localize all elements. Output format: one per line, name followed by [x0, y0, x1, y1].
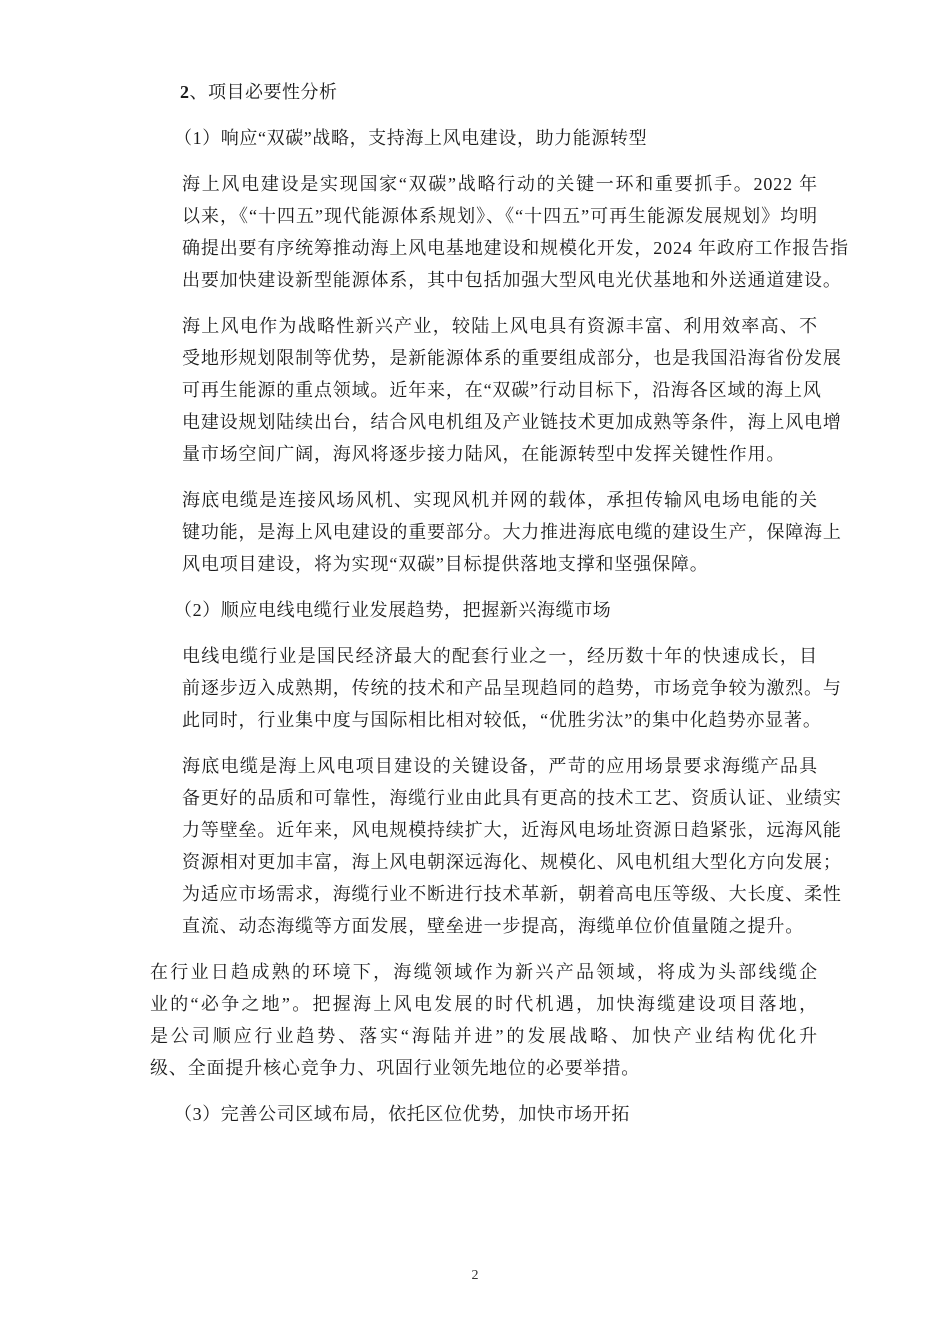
subsection-heading-2: （2）顺应电线电缆行业发展趋势，把握新兴海缆市场: [174, 600, 612, 620]
subsection-heading-1: （1）响应“双碳”战略，支持海上风电建设，助力能源转型: [174, 128, 648, 148]
paragraph: [150, 168, 849, 296]
document-page: [150, 76, 849, 1144]
text-line: 海上风电建设是实现国家“双碳”战略行动的关键一环和重要抓手。2022 年: [182, 174, 818, 194]
text-line: 业的“必争之地”。把握海上风电发展的时代机遇，加快海缆建设项目落地，: [150, 994, 818, 1014]
text-line: 量市场空间广阔，海风将逐步接力陆风，在能源转型中发挥关键性作用。: [182, 444, 786, 464]
text-line: 出要加快建设新型能源体系，其中包括加强大型风电光伏基地和外送通道建设。: [182, 270, 842, 290]
text-line: 受地形规划限制等优势，是新能源体系的重要组成部分，也是我国沿海省份发展: [182, 348, 842, 368]
text-line: 电建设规划陆续出台，结合风电机组及产业链技术更加成熟等条件，海上风电增: [182, 412, 842, 432]
text-line: 资源相对更加丰富，海上风电朝深远海化、规模化、风电机组大型化方向发展；: [182, 852, 842, 872]
text-line: 为适应市场需求，海缆行业不断进行技术革新，朝着高电压等级、大长度、柔性: [182, 884, 842, 904]
page-number: 2: [471, 1268, 479, 1283]
text-line: 是公司顺应行业趋势、落实“海陆并进”的发展战略、加快产业结构优化升: [150, 1026, 818, 1046]
section-heading: [180, 76, 818, 108]
text-line: 备更好的品质和可靠性，海缆行业由此具有更高的技术工艺、资质认证、业绩实: [182, 788, 842, 808]
text-line: 直流、动态海缆等方面发展，壁垒进一步提高，海缆单位价值量随之提升。: [182, 916, 805, 936]
paragraph: [150, 310, 842, 470]
paragraph: [150, 640, 842, 736]
text-line: 电线电缆行业是国民经济最大的配套行业之一，经历数十年的快速成长，目: [182, 646, 818, 666]
text-line: 可再生能源的重点领域。近年来，在“双碳”行动目标下，沿海各区域的海上风: [182, 380, 822, 400]
text-line: 键功能，是海上风电建设的重要部分。大力推进海底电缆的建设生产，保障海上: [182, 522, 842, 542]
text-line: 海底电缆是海上风电项目建设的关键设备，严苛的应用场景要求海缆产品具: [182, 756, 818, 776]
paragraph: [150, 956, 818, 1084]
text-line: 在行业日趋成熟的环境下，海缆领域作为新兴产品领域，将成为头部线缆企: [150, 962, 818, 982]
text-line: 力等壁垒。近年来，风电规模持续扩大，近海风电场址资源日趋紧张，远海风能: [182, 820, 842, 840]
text-line: 前逐步迈入成熟期，传统的技术和产品呈现趋同的趋势，市场竞争较为激烈。与: [182, 678, 842, 698]
text-line: 海上风电作为战略性新兴产业，较陆上风电具有资源丰富、利用效率高、不: [182, 316, 818, 336]
text-line: 风电项目建设，将为实现“双碳”目标提供落地支撑和坚强保障。: [182, 554, 709, 574]
section-separator: 、: [189, 82, 208, 102]
text-line: 以来，《“十四五”现代能源体系规划》、《“十四五”可再生能源发展规划》均明: [182, 206, 818, 226]
subsection-heading-3: （3）完善公司区域布局，依托区位优势，加快市场开拓: [174, 1104, 630, 1124]
text-line: 级、全面提升核心竞争力、巩固行业领先地位的必要举措。: [150, 1058, 641, 1078]
text-line: 海底电缆是连接风场风机、实现风机并网的载体，承担传输风电场电能的关: [182, 490, 818, 510]
text-line: 确提出要有序统筹推动海上风电基地建设和规模化开发，2024 年政府工作报告指: [182, 238, 849, 258]
section-number: 2: [180, 82, 190, 102]
section-title: 项目必要性分析: [208, 82, 338, 102]
paragraph: [150, 484, 842, 580]
text-line: 此同时，行业集中度与国际相比相对较低，“优胜劣汰”的集中化趋势亦显著。: [182, 710, 822, 730]
paragraph: [150, 750, 842, 942]
